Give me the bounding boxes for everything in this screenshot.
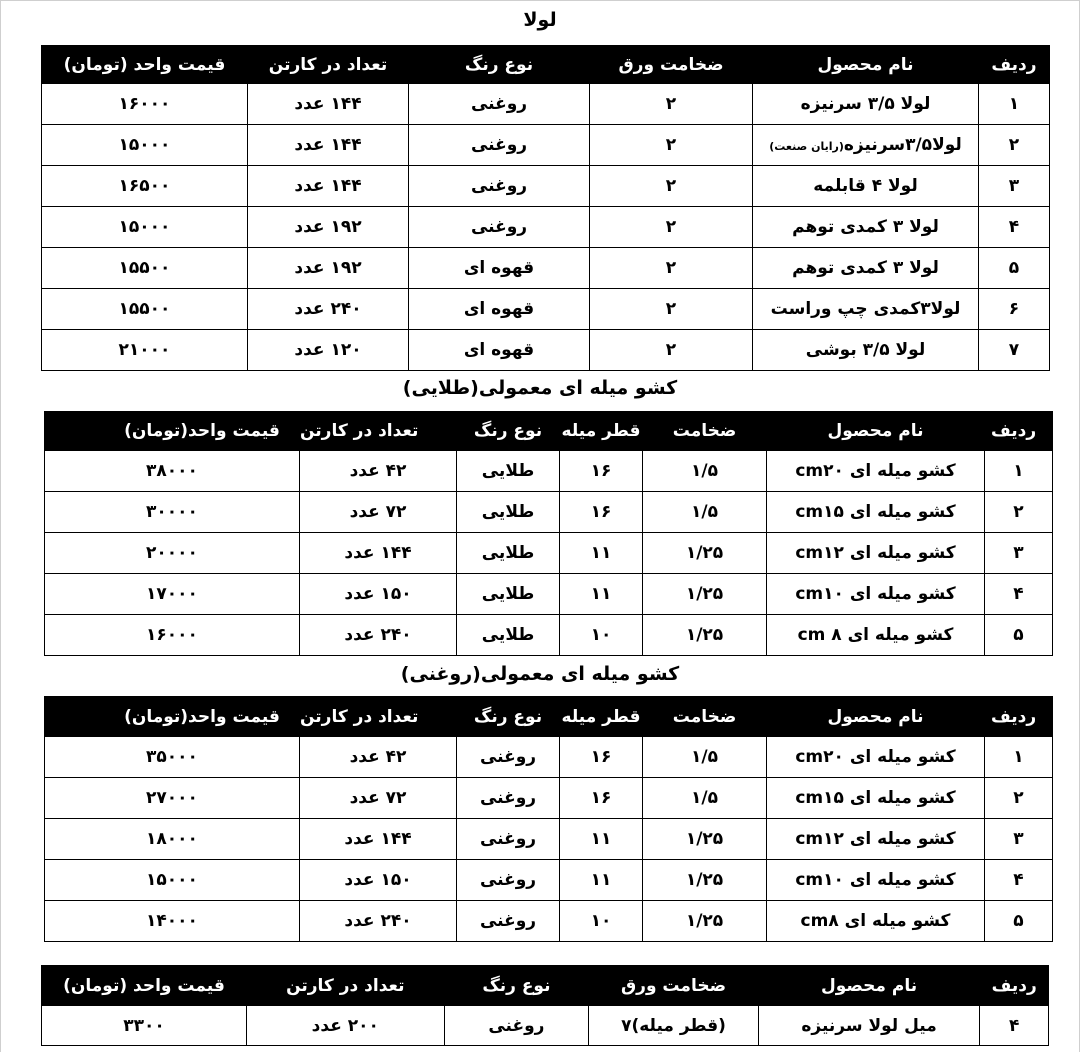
carton-count: ۱۹۲ عدد: [248, 207, 409, 248]
row-number: ۱: [985, 737, 1053, 778]
table-row: [45, 819, 1053, 860]
section-title-golden-slides: کشو میله ای معمولی(طلایی): [402, 377, 678, 399]
product-name: لولا۳کمدی چپ وراست: [753, 289, 979, 330]
thickness: ۱/۲۵: [643, 574, 767, 615]
carton-count: ۷۲ عدد: [300, 778, 457, 819]
thickness: ۱/۲۵: [643, 901, 767, 942]
rod-diameter: ۱۶: [560, 737, 643, 778]
table-row: [45, 778, 1053, 819]
color-type: روغنی: [444, 1006, 589, 1046]
rod-diameter: ۱۶: [560, 451, 643, 492]
table-row: [42, 289, 1050, 330]
table-row: [45, 860, 1053, 901]
row-number: ۴: [980, 1006, 1049, 1046]
carton-count: ۲۰۰ عدد: [246, 1006, 444, 1046]
unit-price: ۳۰۰۰۰: [45, 492, 300, 533]
product-name: کشو میله ای cm۱۰: [767, 860, 985, 901]
table-header-row: [42, 966, 1049, 1006]
row-number: ۵: [985, 615, 1053, 656]
carton-count: ۲۴۰ عدد: [300, 615, 457, 656]
product-name: کشو میله ای cm۱۰: [767, 574, 985, 615]
header-cell: تعداد در کارتن: [248, 46, 409, 84]
unit-price: ۱۵۰۰۰: [42, 125, 248, 166]
header-cell: ردیف: [979, 46, 1050, 84]
row-number: ۲: [979, 125, 1050, 166]
header-cell: تعداد در کارتن: [246, 966, 444, 1006]
header-cell: قطر میله: [560, 412, 643, 451]
product-name: لولا ۴ قابلمه: [753, 166, 979, 207]
rod-diameter: ۱۱: [560, 574, 643, 615]
header-cell: نام محصول: [758, 966, 980, 1006]
color-type: طلایی: [457, 492, 560, 533]
color-type: طلایی: [457, 574, 560, 615]
header-cell: قیمت واحد (تومان): [42, 46, 248, 84]
header-cell: نام محصول: [767, 697, 985, 737]
table-row: [45, 615, 1053, 656]
table-row: [45, 492, 1053, 533]
unit-price: ۱۸۰۰۰: [45, 819, 300, 860]
carton-count: ۱۴۴ عدد: [300, 819, 457, 860]
product-name: کشو میله ای cm ۸: [767, 615, 985, 656]
row-number: ۶: [979, 289, 1050, 330]
table-row: [45, 737, 1053, 778]
unit-price: ۱۵۰۰۰: [42, 207, 248, 248]
row-number: ۵: [979, 248, 1050, 289]
unit-price: ۳۳۰۰: [42, 1006, 247, 1046]
row-number: ۴: [979, 207, 1050, 248]
row-number: ۴: [985, 860, 1053, 901]
carton-count: ۷۲ عدد: [300, 492, 457, 533]
color-type: روغنی: [457, 737, 560, 778]
header-cell: نوع رنگ: [444, 966, 589, 1006]
header-cell: قیمت واحد(تومان): [45, 412, 300, 451]
unit-price: ۱۵۵۰۰: [42, 248, 248, 289]
header-cell: نوع رنگ: [457, 412, 560, 451]
rod-diameter: ۱۰: [560, 615, 643, 656]
color-type: طلایی: [457, 451, 560, 492]
color-type: طلایی: [457, 615, 560, 656]
thickness: ۱/۲۵: [643, 533, 767, 574]
sheet-thickness: (قطر میله)۷: [589, 1006, 759, 1046]
carton-count: ۱۵۰ عدد: [300, 574, 457, 615]
table-row: [45, 901, 1053, 942]
row-number: ۱: [979, 84, 1050, 125]
product-name: کشو میله ای cm۲۰: [767, 737, 985, 778]
row-number: ۲: [985, 778, 1053, 819]
table-header-row: [45, 697, 1053, 737]
unit-price: ۱۶۵۰۰: [42, 166, 248, 207]
header-cell: تعداد در کارتن: [300, 412, 457, 451]
header-cell: ضخامت: [643, 412, 767, 451]
header-cell: ردیف: [985, 412, 1053, 451]
product-name: کشو میله ای cm۱۵: [767, 778, 985, 819]
row-number: ۱: [985, 451, 1053, 492]
row-number: ۳: [985, 533, 1053, 574]
color-type: روغنی: [457, 819, 560, 860]
header-cell: ضخامت ورق: [589, 966, 759, 1006]
table-header-row: [42, 46, 1050, 84]
thickness: ۱/۲۵: [643, 819, 767, 860]
carton-count: ۴۲ عدد: [300, 451, 457, 492]
color-type: روغنی: [409, 207, 590, 248]
thickness: ۱/۵: [643, 737, 767, 778]
row-number: ۳: [985, 819, 1053, 860]
header-cell: ردیف: [985, 697, 1053, 737]
rod-diameter: ۱۱: [560, 533, 643, 574]
section-title-oil-slides: کشو میله ای معمولی(روغنی): [400, 663, 680, 685]
rod-diameter: ۱۱: [560, 819, 643, 860]
product-name: [753, 125, 979, 166]
color-type: روغنی: [409, 84, 590, 125]
color-type: قهوه ای: [409, 289, 590, 330]
row-number: ۴: [985, 574, 1053, 615]
product-name-text: لولا۳/۵سرنیزه: [843, 135, 962, 155]
header-cell: ردیف: [980, 966, 1049, 1006]
carton-count: ۴۲ عدد: [300, 737, 457, 778]
product-name: لولا ۳ کمدی توهم: [753, 248, 979, 289]
header-cell: قطر میله: [560, 697, 643, 737]
row-number: ۵: [985, 901, 1053, 942]
thickness: ۱/۵: [643, 778, 767, 819]
product-name: میل لولا سرنیزه: [758, 1006, 980, 1046]
product-name: کشو میله ای cm۱۲: [767, 533, 985, 574]
row-number: ۷: [979, 330, 1050, 371]
product-name: کشو میله ای cm۱۵: [767, 492, 985, 533]
table-row: [42, 1006, 1049, 1046]
header-cell: قیمت واحد (تومان): [42, 966, 247, 1006]
rod-diameter: ۱۰: [560, 901, 643, 942]
header-cell: ضخامت: [643, 697, 767, 737]
sheet-thickness: ۲: [590, 166, 753, 207]
sheet-thickness: ۲: [590, 289, 753, 330]
unit-price: ۱۵۰۰۰: [45, 860, 300, 901]
color-type: روغنی: [409, 166, 590, 207]
sheet-thickness: ۲: [590, 207, 753, 248]
table-row: [42, 125, 1050, 166]
header-cell: نوع رنگ: [409, 46, 590, 84]
unit-price: ۱۶۰۰۰: [45, 615, 300, 656]
thickness: ۱/۲۵: [643, 860, 767, 901]
unit-price: ۱۵۵۰۰: [42, 289, 248, 330]
header-cell: نام محصول: [753, 46, 979, 84]
unit-price: ۲۷۰۰۰: [45, 778, 300, 819]
row-number: ۲: [985, 492, 1053, 533]
carton-count: ۱۵۰ عدد: [300, 860, 457, 901]
carton-count: ۱۴۴ عدد: [248, 84, 409, 125]
carton-count: ۱۹۲ عدد: [248, 248, 409, 289]
table-row: [45, 451, 1053, 492]
table-row: [42, 166, 1050, 207]
product-name: کشو میله ای cm۱۲: [767, 819, 985, 860]
unit-price: ۱۴۰۰۰: [45, 901, 300, 942]
color-type: روغنی: [409, 125, 590, 166]
carton-count: ۲۴۰ عدد: [248, 289, 409, 330]
rod-diameter: ۱۱: [560, 860, 643, 901]
color-type: روغنی: [457, 778, 560, 819]
golden-slides-table: [44, 411, 1053, 656]
manufacturer-note: (رایان صنعت): [769, 140, 844, 153]
table-row: [42, 84, 1050, 125]
thickness: ۱/۲۵: [643, 615, 767, 656]
sheet-thickness: ۲: [590, 125, 753, 166]
oil-slides-table: [44, 696, 1053, 942]
carton-count: ۱۴۴ عدد: [300, 533, 457, 574]
sheet-thickness: ۲: [590, 84, 753, 125]
rod-diameter: ۱۶: [560, 778, 643, 819]
product-name: لولا ۳/۵ بوشی: [753, 330, 979, 371]
table-row: [42, 207, 1050, 248]
header-cell: نوع رنگ: [457, 697, 560, 737]
header-cell: نام محصول: [767, 412, 985, 451]
header-cell: تعداد در کارتن: [300, 697, 457, 737]
table-row: [42, 330, 1050, 371]
hinge-pin-table: [41, 965, 1049, 1046]
table-row: [45, 533, 1053, 574]
product-name: لولا ۳ کمدی توهم: [753, 207, 979, 248]
carton-count: ۲۴۰ عدد: [300, 901, 457, 942]
carton-count: ۱۴۴ عدد: [248, 125, 409, 166]
product-name: کشو میله ای cm۲۰: [767, 451, 985, 492]
unit-price: ۲۱۰۰۰: [42, 330, 248, 371]
table-header-row: [45, 412, 1053, 451]
sheet-thickness: ۲: [590, 330, 753, 371]
unit-price: ۲۰۰۰۰: [45, 533, 300, 574]
product-name: لولا ۳/۵ سرنیزه: [753, 84, 979, 125]
header-cell: قیمت واحد(تومان): [45, 697, 300, 737]
rod-diameter: ۱۶: [560, 492, 643, 533]
thickness: ۱/۵: [643, 492, 767, 533]
carton-count: ۱۴۴ عدد: [248, 166, 409, 207]
unit-price: ۱۷۰۰۰: [45, 574, 300, 615]
color-type: قهوه ای: [409, 330, 590, 371]
color-type: روغنی: [457, 901, 560, 942]
color-type: قهوه ای: [409, 248, 590, 289]
unit-price: ۳۵۰۰۰: [45, 737, 300, 778]
color-type: طلایی: [457, 533, 560, 574]
unit-price: ۱۶۰۰۰: [42, 84, 248, 125]
section-title-hinges: لولا: [523, 9, 557, 31]
thickness: ۱/۵: [643, 451, 767, 492]
row-number: ۳: [979, 166, 1050, 207]
hinges-table: [41, 45, 1050, 371]
table-row: [42, 248, 1050, 289]
product-name: کشو میله ای cm۸: [767, 901, 985, 942]
table-row: [45, 574, 1053, 615]
header-cell: ضخامت ورق: [590, 46, 753, 84]
color-type: روغنی: [457, 860, 560, 901]
sheet-thickness: ۲: [590, 248, 753, 289]
unit-price: ۳۸۰۰۰: [45, 451, 300, 492]
carton-count: ۱۲۰ عدد: [248, 330, 409, 371]
